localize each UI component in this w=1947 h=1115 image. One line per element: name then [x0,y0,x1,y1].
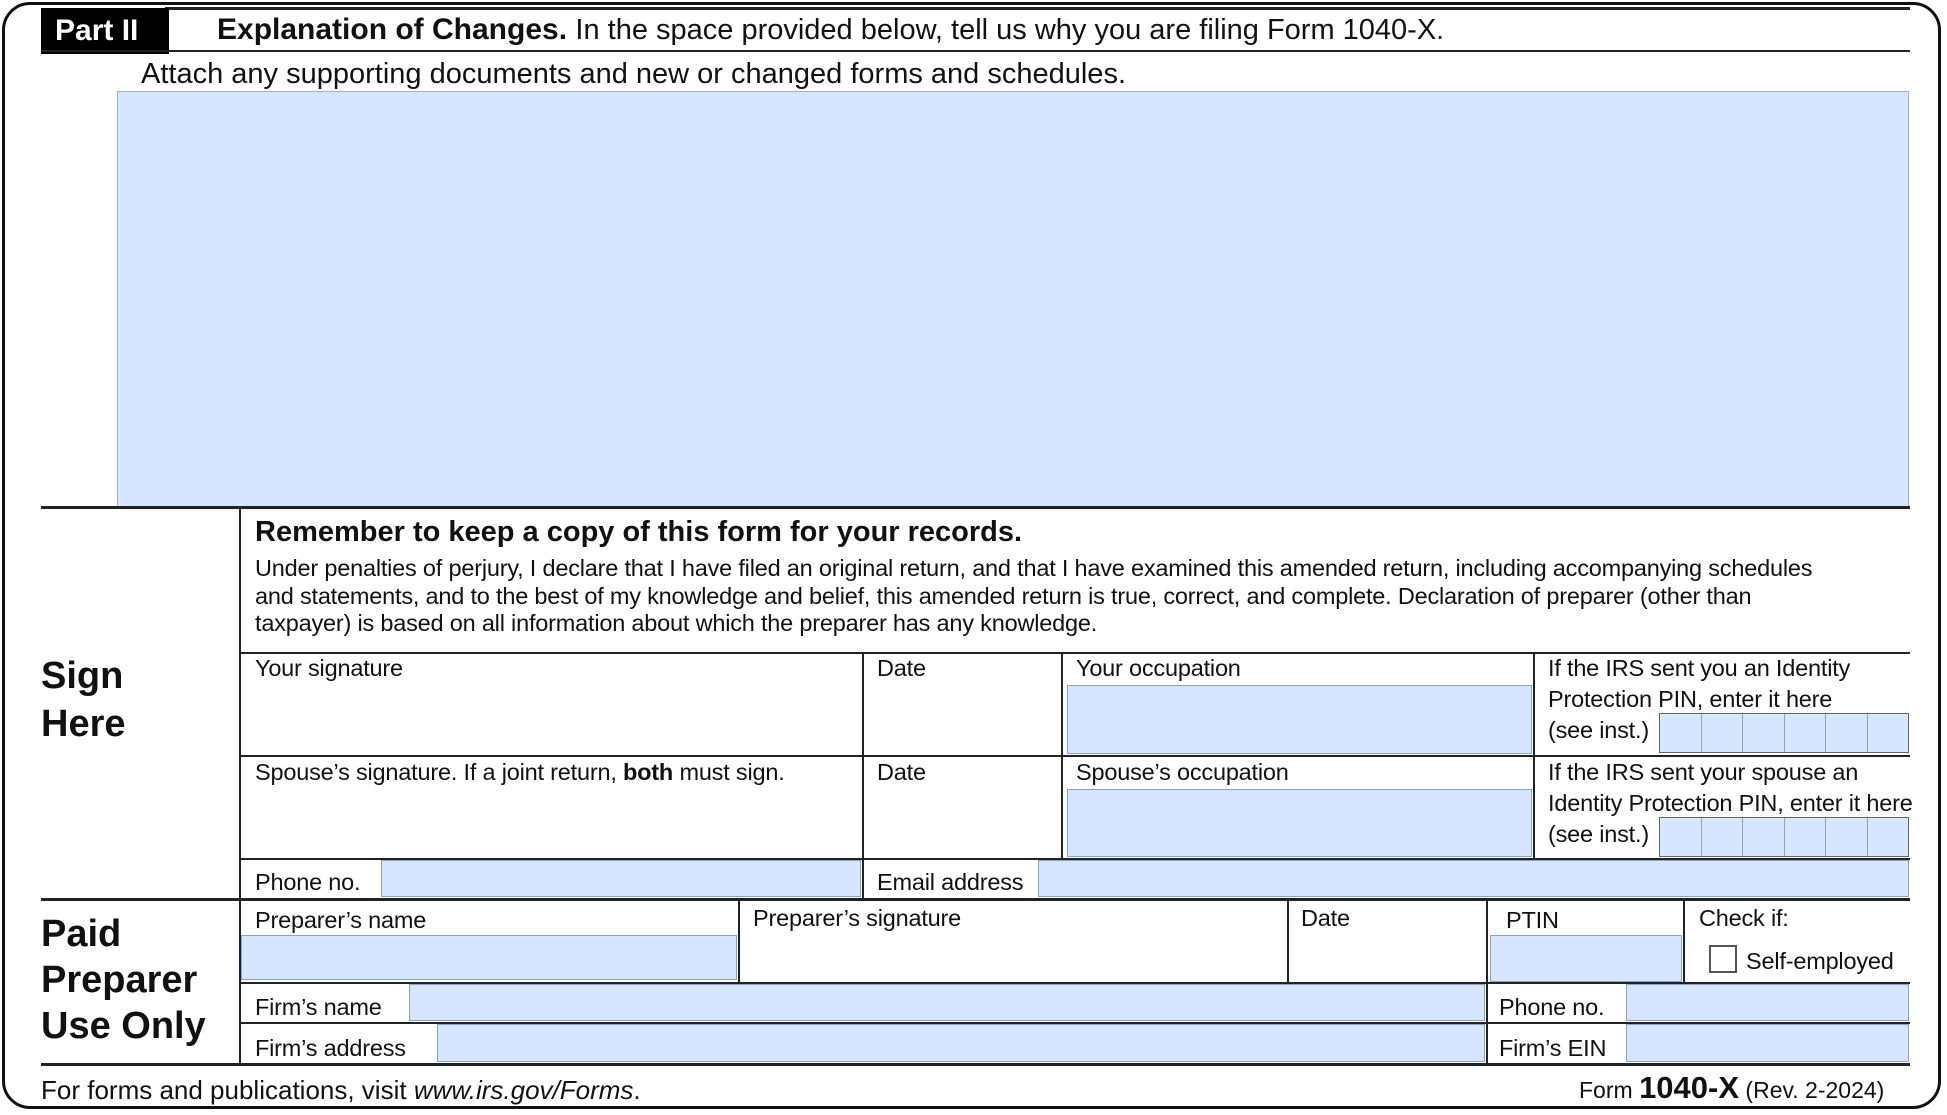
your-occupation-input[interactable] [1067,685,1532,754]
your-date-label: Date [877,655,926,681]
footer-url: www.irs.gov/Forms [413,1075,634,1105]
part-instruction: In the space provided below, tell us why you are filing Form 1040-X. [575,14,1445,46]
preparer-date-area[interactable] [1289,933,1485,981]
footer-right [1579,1072,1884,1103]
sign-section-top-rule [41,506,1910,509]
firm-phone-label: Phone no. [1499,994,1605,1020]
self-employed-label: Self-employed [1746,948,1894,974]
ip-pin-line1: If the IRS sent you an Identity [1548,655,1851,681]
top-rule [165,7,1910,10]
sign-heading-line2: Here [41,702,126,745]
preparer-date-label: Date [1301,905,1350,931]
spouse-occupation-label: Spouse’s occupation [1076,759,1289,785]
firm-address-label: Firm’s address [255,1035,406,1061]
firm-ein-input[interactable] [1626,1024,1909,1062]
your-date-area[interactable] [864,681,1060,753]
firm-phone-input[interactable] [1626,984,1909,1021]
preparer-heading-line1: Paid [41,913,122,955]
ptin-label: PTIN [1506,907,1559,933]
ptin-input[interactable] [1490,935,1682,982]
sign-heading-line1: Sign [41,655,124,697]
your-occupation-label: Your occupation [1076,655,1241,681]
phone-label: Phone no. [255,869,361,895]
preparer-heading-line2: Preparer [41,959,198,1001]
part-heading [217,15,1444,45]
spouse-pin-input[interactable] [1659,817,1909,857]
spouse-signature-label [255,761,785,785]
spouse-date-label: Date [877,759,926,785]
checkif-col-rule [1683,900,1685,983]
firm-ein-label: Firm’s EIN [1499,1035,1607,1061]
part-title: Explanation of Changes. [217,13,568,46]
footer-form-word: Form [1579,1077,1633,1103]
ip-pin-line2: Protection PIN, enter it here [1548,686,1833,712]
firm-address-input[interactable] [437,1024,1485,1062]
sign-here-heading [41,653,126,748]
footer-form-number: 1040-X [1639,1070,1740,1105]
your-signature-label: Your signature [255,655,403,681]
email-label: Email address [877,869,1024,895]
row2-top-rule [239,755,1910,757]
preparer-name-input[interactable] [241,935,737,980]
spouse-occupation-input[interactable] [1067,789,1532,857]
row1-top-rule [239,652,1910,654]
your-signature-area[interactable] [241,681,861,753]
firm-name-input[interactable] [409,984,1485,1021]
part-heading-rule [41,50,1910,52]
spouse-signature-bold: both [623,759,674,785]
spouse-date-area[interactable] [864,785,1060,857]
preparer-heading-line3: Use Only [41,1005,206,1047]
spouse-pin-see-inst: (see inst.) [1548,821,1649,847]
ip-pin-input[interactable] [1659,713,1909,753]
preparer-name-label: Preparer’s name [255,907,427,933]
reminder-text: Remember to keep a copy of this form for your records. [255,516,1023,548]
footer-left: For forms and publications, visit www.irs.gov/Forms. [41,1075,641,1105]
declaration-line2: and statements, and to the best of my knowledge and belief, this amended return is true, correct, and complete. Declaration of preparer (other than [255,583,1752,609]
spouse-signature-suffix: must sign. [679,759,785,785]
preparer-signature-label: Preparer’s signature [753,905,962,931]
email-input[interactable] [1038,860,1909,897]
preparer-signature-area[interactable] [740,933,1286,981]
part-subinstruction: Attach any supporting documents and new or changed forms and schedules. [141,58,1126,90]
declaration-line3: taxpayer) is based on all information about which the preparer has any knowledge. [255,610,1098,636]
phone-input[interactable] [381,860,861,897]
spouse-signature-area[interactable] [241,785,861,857]
firm-name-label: Firm’s name [255,994,382,1020]
declaration-line1: Under penalties of perjury, I declare that I have filed an original return, and that I have examined this amended return, including accompanying schedules [255,555,1813,581]
self-employed-checkbox[interactable] [1709,945,1737,973]
footer-left-prefix: For forms and publications, visit [41,1075,407,1105]
spouse-signature-prefix: Spouse’s signature. If a joint return, [255,759,617,785]
spouse-pin-line2: Identity Protection PIN, enter it here [1548,790,1913,816]
explanation-textarea[interactable] [117,91,1909,508]
email-col-rule [862,858,864,899]
part-label: Part II [41,8,169,54]
form-page [2,2,1941,1109]
check-if-label: Check if: [1699,905,1789,931]
spouse-pin-line1: If the IRS sent your spouse an [1548,759,1859,785]
footer-rule [41,1063,1910,1066]
ip-pin-see-inst: (see inst.) [1548,717,1649,743]
footer-revision: (Rev. 2-2024) [1745,1077,1885,1103]
preparer-heading [41,911,206,1049]
preparer-section-top-rule [41,898,1910,901]
